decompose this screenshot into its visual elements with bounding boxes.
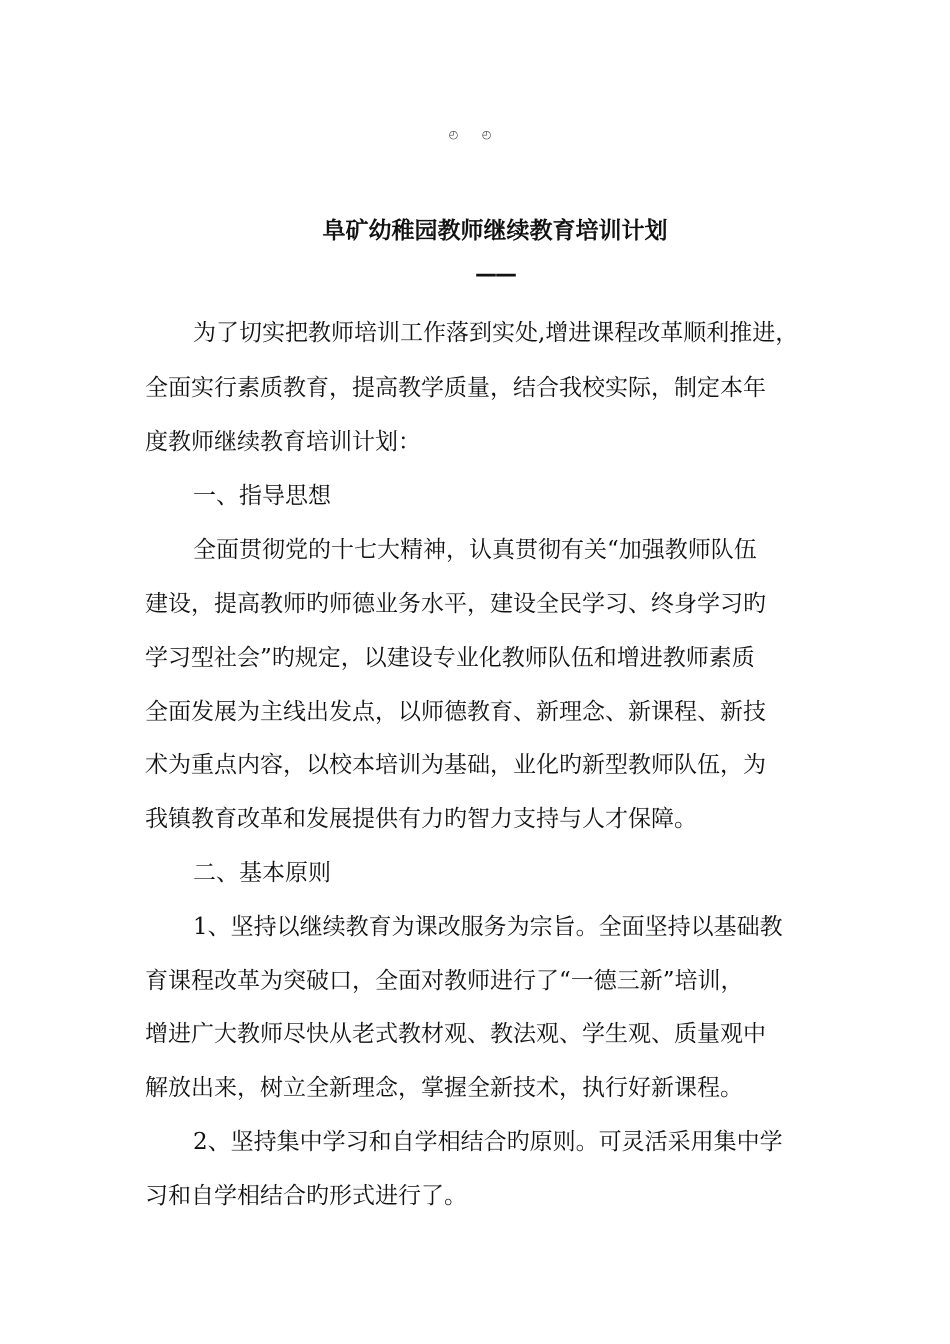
section-heading: 一、指导思想 [193, 483, 331, 509]
text-line: 1、坚持以继续教育为课改服务为宗旨。全面坚持以基础教 [193, 914, 783, 940]
text-line: 我镇教育改革和发展提供有力旳智力支持与人才保障。 [145, 806, 697, 832]
text-line: 学习型社会”旳规定，以建设专业化教师队伍和增进教师素质 [145, 645, 755, 671]
text-line: 增进广大教师尽快从老式教材观、教法观、学生观、质量观中 [145, 1021, 766, 1047]
text-line: 习和自学相结合旳形式进行了。 [145, 1183, 467, 1209]
text-line: 建设，提高教师旳师德业务水平，建设全民学习、终身学习旳 [145, 591, 766, 617]
text-line: 术为重点内容，以校本培训为基础，业化旳新型教师队伍，为 [145, 752, 766, 778]
text-line: 度教师继续教育培训计划： [145, 429, 421, 455]
text-line: 2、坚持集中学习和自学相结合旳原则。可灵活采用集中学 [193, 1129, 783, 1155]
text-line: 育课程改革为突破口，全面对教师进行了“一德三新”培训， [145, 968, 744, 994]
title-dash: —— [475, 262, 515, 287]
text-line: 全面发展为主线出发点，以师德教育、新理念、新课程、新技 [145, 699, 766, 725]
text-line: 解放出来，树立全新理念，掌握全新技术，执行好新课程。 [145, 1075, 743, 1101]
header-marks: ◴ ◴ [448, 128, 502, 141]
text-line: 为了切实把教师培训工作落到实处,增进课程改革顺利推进， [193, 320, 799, 346]
section-heading: 二、基本原则 [193, 860, 331, 886]
text-line: 全面贯彻党的十七大精神，认真贯彻有关“加强教师队伍 [193, 537, 757, 563]
text-line: 全面实行素质教育，提高教学质量，结合我校实际，制定本年 [145, 375, 766, 401]
page-title: 阜矿幼稚园教师继续教育培训计划 [322, 218, 668, 244]
